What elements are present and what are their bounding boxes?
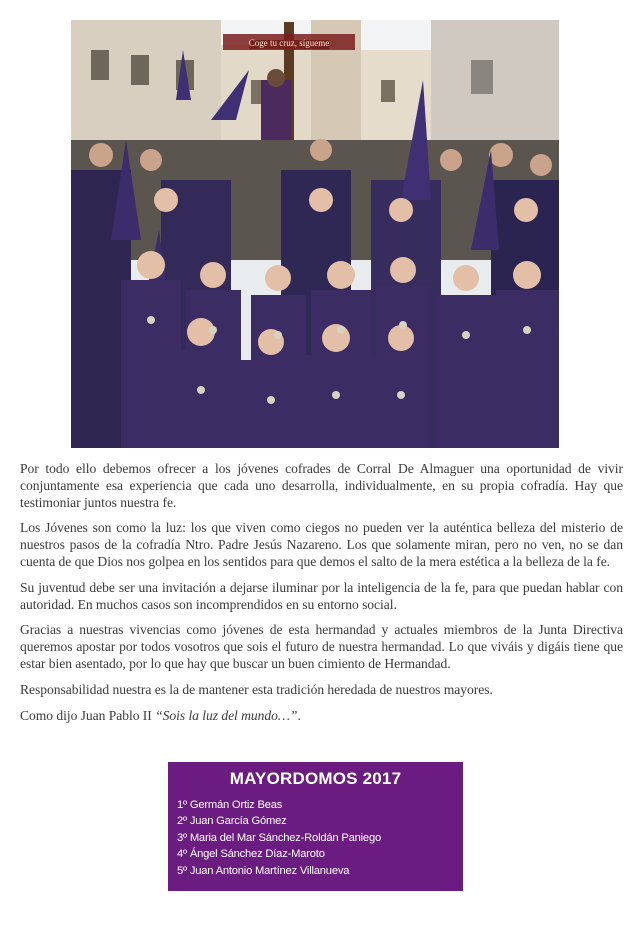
paragraph-5: Responsabilidad nuestra es la de mantener esta tradición heredada de nuestros mayores. (20, 681, 493, 697)
mayordomos-list (168, 797, 463, 879)
mayordomos-title: MAYORDOMOS 2017 (229, 769, 402, 788)
mayordomo-item: 4º Ángel Sánchez Díaz-Maroto (177, 848, 325, 861)
paragraph-1: Por todo ello debemos ofrecer a los jóvenes cofrades de Corral De Almaguer una oportunidad de vivir conjuntamente esa experiencia que cada uno desarrolla, individualmente, en su propia cofradía. Hay que testimoniar juntos nuestra fe. (20, 461, 623, 510)
mayordomo-item: 5º Juan Antonio Martínez Villanueva (177, 864, 350, 877)
closing-quote: “Sois la luz del mundo…” (155, 707, 298, 723)
mayordomo-item: 1º Germán Ortiz Beas (177, 799, 283, 811)
mayordomos-box (168, 762, 463, 891)
closing-suffix: . (297, 707, 301, 723)
paragraph-3: Su juventud debe ser una invitación a dejarse iluminar por la inteligencia de la fe, para que puedan hablar con autoridad. En muchos casos son incomprendidos en su entorno social. (20, 579, 623, 612)
article-body (20, 461, 623, 724)
paragraph-2: Los Jóvenes son como la luz: los que viven como ciegos no pueden ver la auténtica belleza del misterio de nuestros pasos de la cofradía Ntro. Padre Jesús Nazareno. Los que solamente miran, pero no ven, no se dan cuenta de que Dios nos golpea en los sentidos para que demos el salto de la mera estética a la belleza de la fe. (20, 520, 623, 569)
mayordomo-item: 3º Maria del Mar Sánchez-Roldán Paniego (177, 831, 381, 844)
banner-text: Coge tu cruz, sígueme (248, 38, 330, 48)
closing-paragraph (20, 708, 623, 725)
paragraph-4: Gracias a nuestras vivencias como jóvenes de esta hermandad y actuales miembros de la Junta Directiva queremos apostar por todos vosotros que sois el futuro de nuestra hermandad. Lo que viváis y digáis tiene que estar bien asentado, por lo que hay que buscar un buen cimiento de Hermandad. (20, 622, 623, 671)
closing-prefix: Como dijo Juan Pablo II (20, 707, 156, 723)
procession-photo (71, 20, 559, 448)
mayordomo-item: 2º Juan García Gómez (177, 815, 287, 828)
